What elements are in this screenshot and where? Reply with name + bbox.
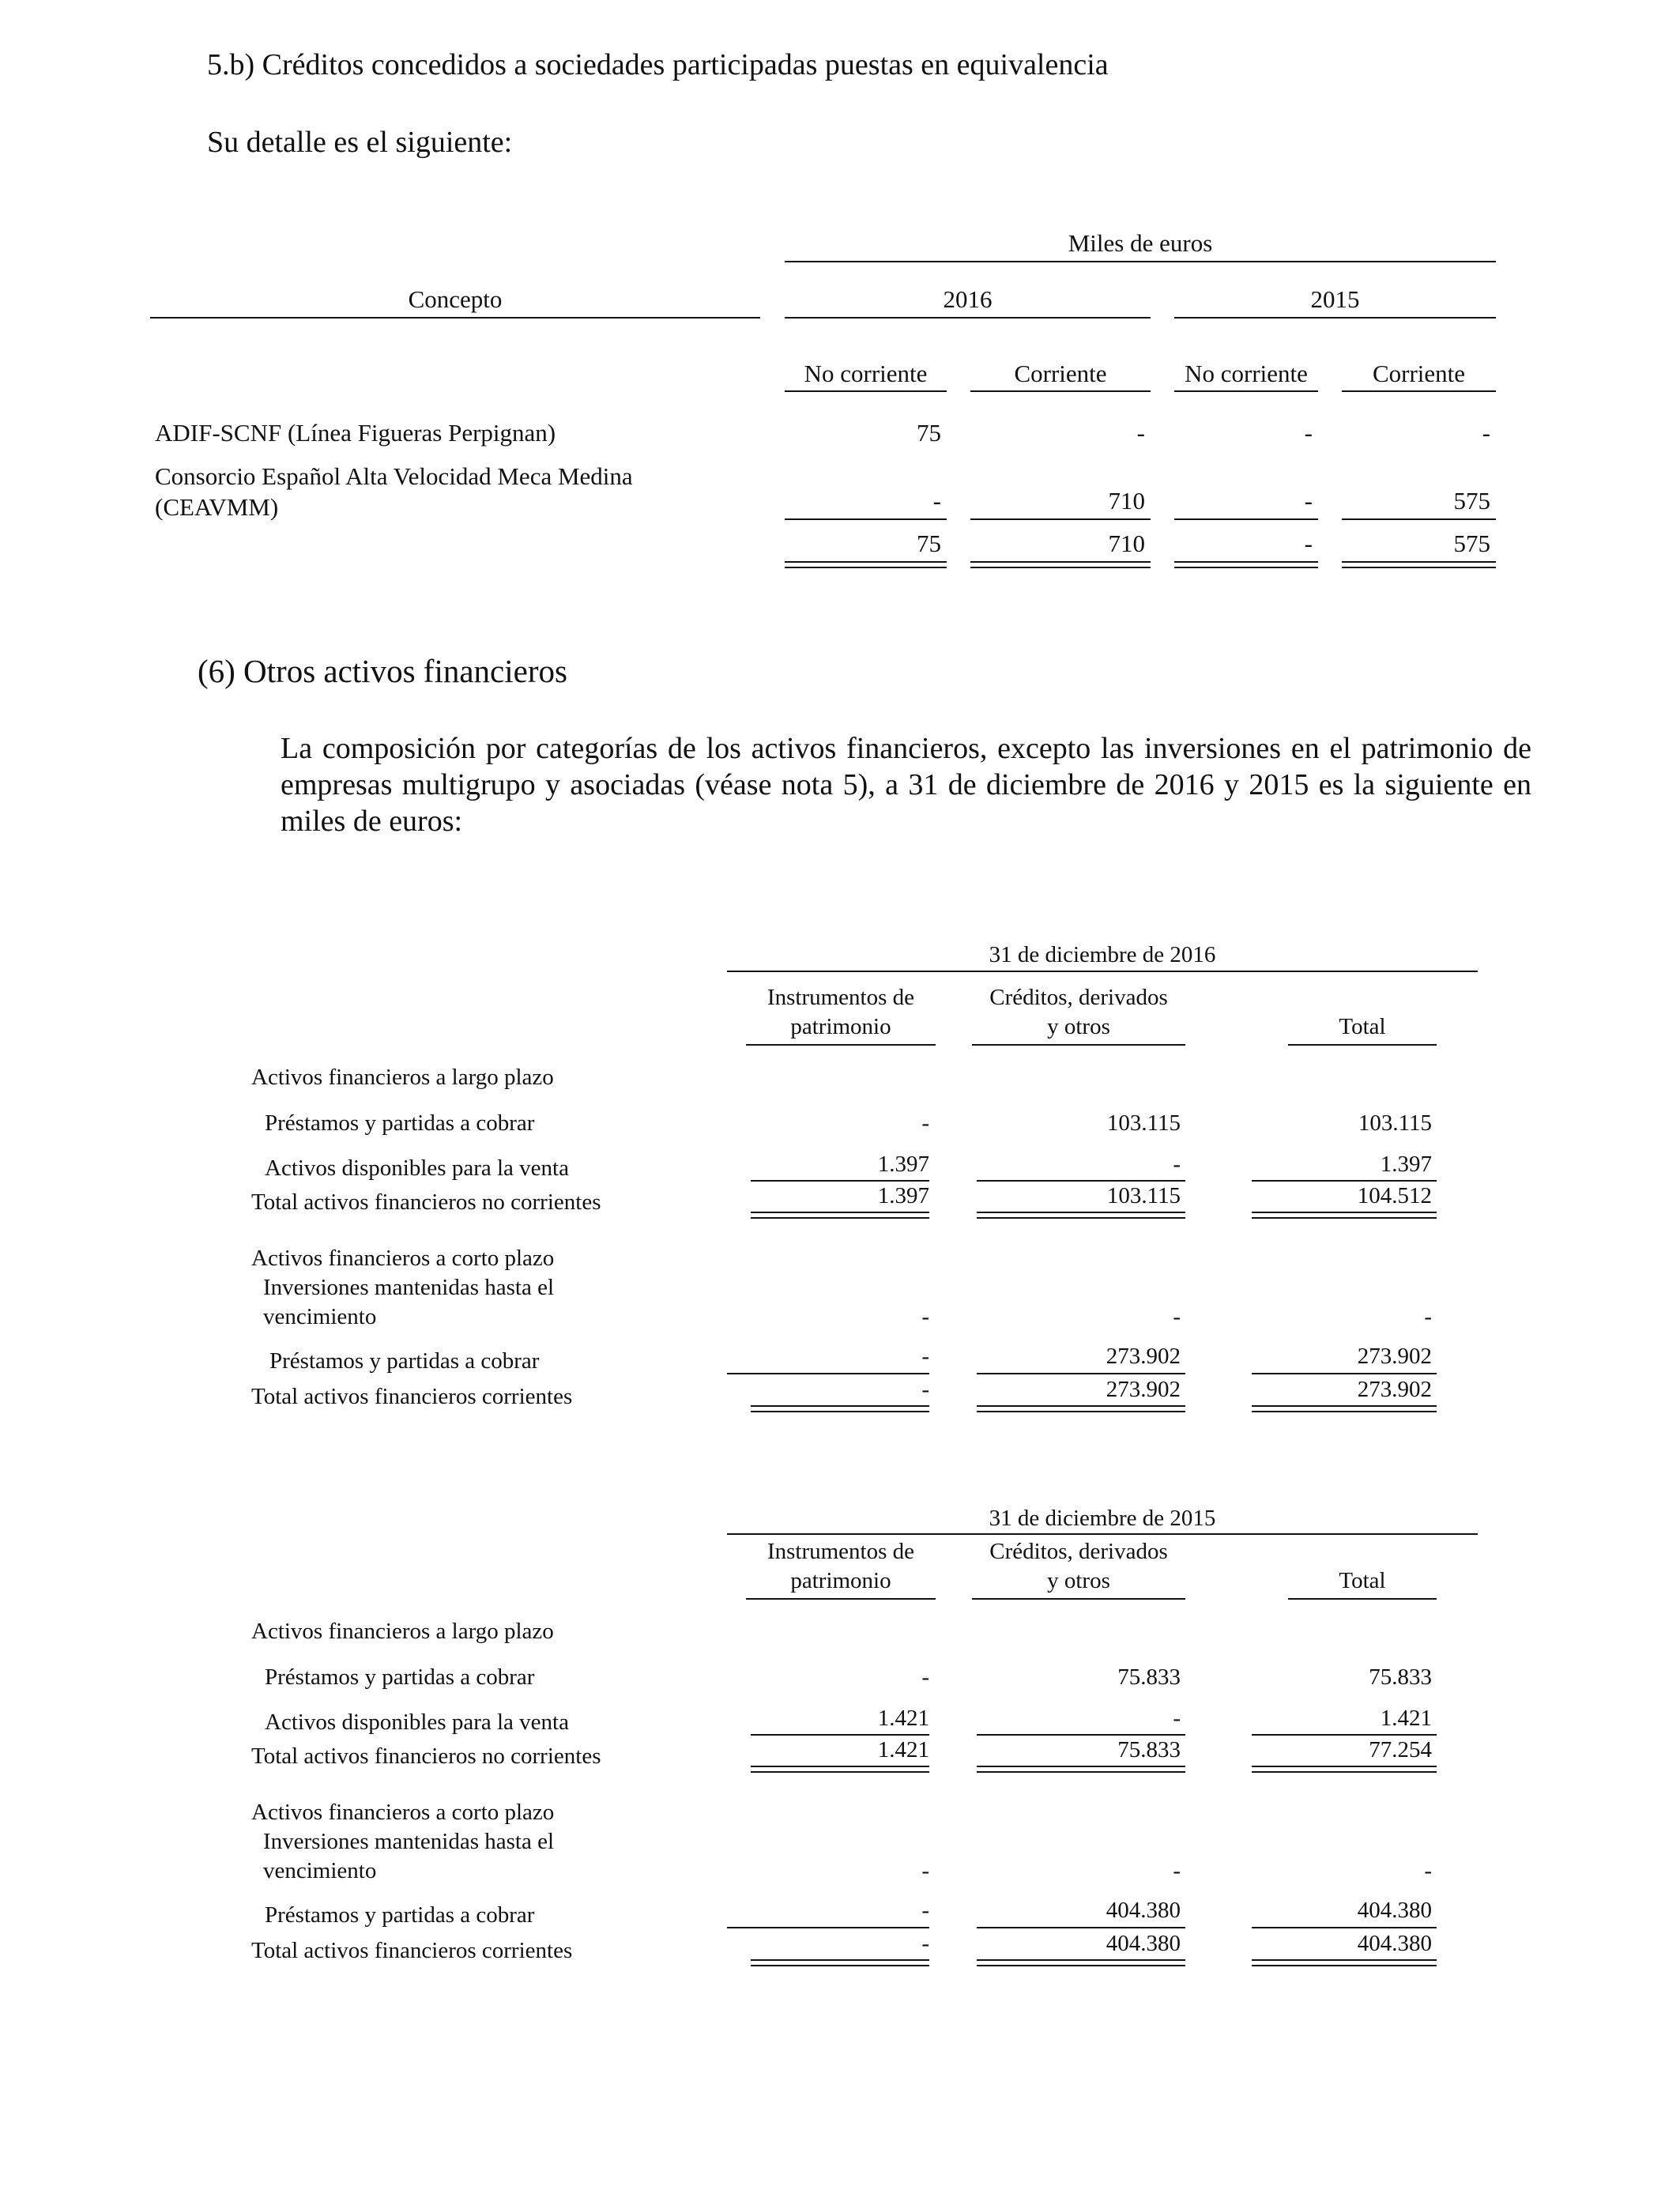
rule — [977, 1373, 1185, 1374]
rule — [751, 1734, 929, 1736]
group-label-corto-plazo: Activos financieros a corto plazo — [251, 1800, 555, 1825]
cell-value: 1.421 — [877, 1706, 929, 1731]
row-label: Préstamos y partidas a cobrar — [265, 1902, 535, 1928]
subheader-corriente-2015: Corriente — [1372, 360, 1466, 387]
column-header-concepto: Concepto — [408, 285, 503, 313]
cell-value: - — [921, 1664, 929, 1690]
rule — [977, 1927, 1185, 1928]
row-label-ceavmm-cont: (CEAVMM) — [155, 493, 279, 521]
cell-value: 1.397 — [877, 1152, 929, 1177]
cell-value: 273.902 — [1357, 1344, 1432, 1369]
double-rule — [785, 561, 947, 568]
table-date: 31 de diciembre de 2016 — [989, 942, 1216, 967]
row-label: Préstamos y partidas a cobrar — [265, 1110, 535, 1136]
cell-value: - — [1482, 419, 1490, 447]
subheader-no-corriente-2016: No corriente — [804, 360, 928, 387]
rule — [1252, 1373, 1437, 1374]
cell-value: - — [1424, 1304, 1432, 1329]
column-header-year-2015: 2015 — [1310, 285, 1360, 313]
rule — [785, 518, 947, 520]
cell-value: 404.380 — [1357, 1898, 1432, 1923]
rule — [746, 1598, 936, 1600]
double-rule — [977, 1212, 1185, 1219]
section-6-paragraph: La composición por categorías de los activos financieros, excepto las inversiones en el patrimonio de empresas multigrupo y asociadas (véase nota 5), a 31 de diciembre de 2016 y 2015 es la siguiente en miles de euros: — [281, 732, 1531, 838]
rule — [1342, 390, 1496, 392]
rule — [1288, 1598, 1437, 1600]
cell-value: - — [921, 1344, 929, 1369]
double-rule — [977, 1405, 1185, 1412]
section-5b-intro: Su detalle es el siguiente: — [207, 126, 513, 159]
double-rule — [977, 1959, 1185, 1966]
group-label-largo-plazo: Activos financieros a largo plazo — [251, 1065, 554, 1090]
rule — [727, 1373, 929, 1374]
cell-value: - — [1173, 1706, 1181, 1731]
cell-value: 575 — [1453, 487, 1490, 515]
double-rule — [1252, 1959, 1437, 1966]
column-header-creditos: Créditos, derivados — [989, 1539, 1168, 1564]
double-rule — [1174, 561, 1318, 568]
row-label: vencimiento — [263, 1304, 377, 1329]
row-label: Préstamos y partidas a cobrar — [265, 1664, 535, 1690]
total-value: 1.421 — [877, 1737, 929, 1762]
section-5b-heading: 5.b) Créditos concedidos a sociedades participadas puestas en equivalencia — [207, 48, 1109, 81]
total-value: 103.115 — [1106, 1183, 1181, 1208]
rule — [977, 1734, 1185, 1736]
rule — [1252, 1180, 1437, 1182]
total-value: 404.380 — [1357, 1931, 1432, 1956]
column-header-creditos: y otros — [1047, 1568, 1110, 1593]
cell-value: 404.380 — [1106, 1898, 1181, 1923]
total-value: 404.380 — [1106, 1931, 1181, 1956]
total-value: 77.254 — [1369, 1737, 1432, 1762]
rule — [727, 971, 1478, 972]
row-label-total: Total activos financieros corrientes — [251, 1938, 573, 1963]
cell-value: - — [921, 1110, 929, 1136]
rule — [1252, 1734, 1437, 1736]
total-value: 75.833 — [1117, 1737, 1181, 1762]
cell-value: - — [921, 1304, 929, 1329]
double-rule — [1252, 1212, 1437, 1219]
group-label-corto-plazo: Activos financieros a corto plazo — [251, 1246, 555, 1271]
cell-value: 75.833 — [1117, 1664, 1181, 1690]
double-rule — [751, 1212, 929, 1219]
table-date: 31 de diciembre de 2015 — [989, 1506, 1216, 1531]
rule — [1342, 518, 1496, 520]
section-6-heading: (6) Otros activos financieros — [198, 653, 567, 689]
double-rule — [977, 1766, 1185, 1773]
rule — [746, 1044, 936, 1046]
double-rule — [751, 1405, 929, 1412]
cell-value: 75.833 — [1369, 1664, 1432, 1690]
cell-value: 710 — [1108, 487, 1145, 515]
cell-value: 75 — [917, 419, 941, 447]
cell-value: 273.902 — [1106, 1344, 1181, 1369]
double-rule — [970, 561, 1151, 568]
subheader-no-corriente-2015: No corriente — [1185, 360, 1308, 387]
row-label: Préstamos y partidas a cobrar — [269, 1348, 540, 1374]
rule — [150, 317, 760, 319]
cell-value: 103.115 — [1106, 1110, 1181, 1136]
rule — [751, 1180, 929, 1182]
cell-value: - — [1136, 419, 1145, 447]
cell-value: 1.397 — [1380, 1152, 1432, 1177]
rule — [785, 261, 1496, 262]
group-label-largo-plazo: Activos financieros a largo plazo — [251, 1619, 554, 1644]
row-label-total: Total activos financieros no corrientes — [251, 1744, 601, 1769]
rule — [970, 518, 1151, 520]
column-header-year-2016: 2016 — [943, 285, 993, 313]
row-label: Inversiones mantenidas hasta el — [263, 1829, 555, 1854]
cell-value: - — [1304, 487, 1313, 515]
row-label: Activos disponibles para la venta — [265, 1710, 569, 1735]
cell-value: - — [921, 1898, 929, 1923]
double-rule — [1252, 1405, 1437, 1412]
total-value: - — [921, 1931, 929, 1956]
rule — [977, 1180, 1185, 1182]
total-value: 273.902 — [1106, 1377, 1181, 1402]
rule — [1288, 1044, 1437, 1046]
total-value: 1.397 — [877, 1183, 929, 1208]
cell-value: - — [921, 1858, 929, 1883]
cell-value: - — [1304, 419, 1313, 447]
column-header-creditos: Créditos, derivados — [989, 985, 1168, 1010]
rule — [972, 1044, 1185, 1046]
double-rule — [751, 1959, 929, 1966]
cell-value: - — [1173, 1858, 1181, 1883]
rule — [1174, 390, 1318, 392]
table-header-miles-de-euros: Miles de euros — [1068, 229, 1213, 257]
rule — [1174, 317, 1496, 319]
total-value: 575 — [1453, 530, 1490, 557]
column-header-instrumentos: Instrumentos de — [767, 985, 915, 1010]
total-value: 75 — [917, 530, 941, 557]
total-value: 273.902 — [1357, 1377, 1432, 1402]
total-value: - — [1304, 530, 1313, 557]
rule — [972, 1598, 1185, 1600]
rule — [970, 390, 1151, 392]
cell-value: 103.115 — [1358, 1110, 1432, 1136]
rule — [1252, 1927, 1437, 1928]
column-header-total: Total — [1339, 1014, 1386, 1039]
cell-value: - — [1173, 1152, 1181, 1177]
rule — [785, 317, 1151, 319]
double-rule — [751, 1766, 929, 1773]
double-rule — [1252, 1766, 1437, 1773]
rule — [1174, 518, 1318, 520]
rule — [727, 1927, 929, 1928]
rule — [727, 1533, 1478, 1535]
row-label-adif: ADIF-SCNF (Línea Figueras Perpignan) — [155, 419, 556, 447]
cell-value: - — [932, 487, 941, 515]
row-label: vencimiento — [263, 1858, 377, 1883]
column-header-instrumentos: Instrumentos de — [767, 1539, 915, 1564]
column-header-instrumentos: patrimonio — [790, 1568, 891, 1593]
row-label-ceavmm: Consorcio Español Alta Velocidad Meca Medina — [155, 462, 633, 490]
cell-value: - — [1424, 1858, 1432, 1883]
total-value: 104.512 — [1357, 1183, 1432, 1208]
rule — [785, 390, 947, 392]
total-value: 710 — [1108, 530, 1145, 557]
column-header-total: Total — [1339, 1568, 1386, 1593]
column-header-creditos: y otros — [1047, 1014, 1110, 1039]
cell-value: 1.421 — [1380, 1706, 1432, 1731]
row-label: Inversiones mantenidas hasta el — [263, 1275, 555, 1300]
column-header-instrumentos: patrimonio — [790, 1014, 891, 1039]
double-rule — [1342, 561, 1496, 568]
row-label-total: Total activos financieros corrientes — [251, 1384, 573, 1409]
row-label: Activos disponibles para la venta — [265, 1155, 569, 1181]
total-value: - — [921, 1377, 929, 1402]
subheader-corriente-2016: Corriente — [1014, 360, 1107, 387]
cell-value: - — [1173, 1304, 1181, 1329]
row-label-total: Total activos financieros no corrientes — [251, 1189, 601, 1215]
